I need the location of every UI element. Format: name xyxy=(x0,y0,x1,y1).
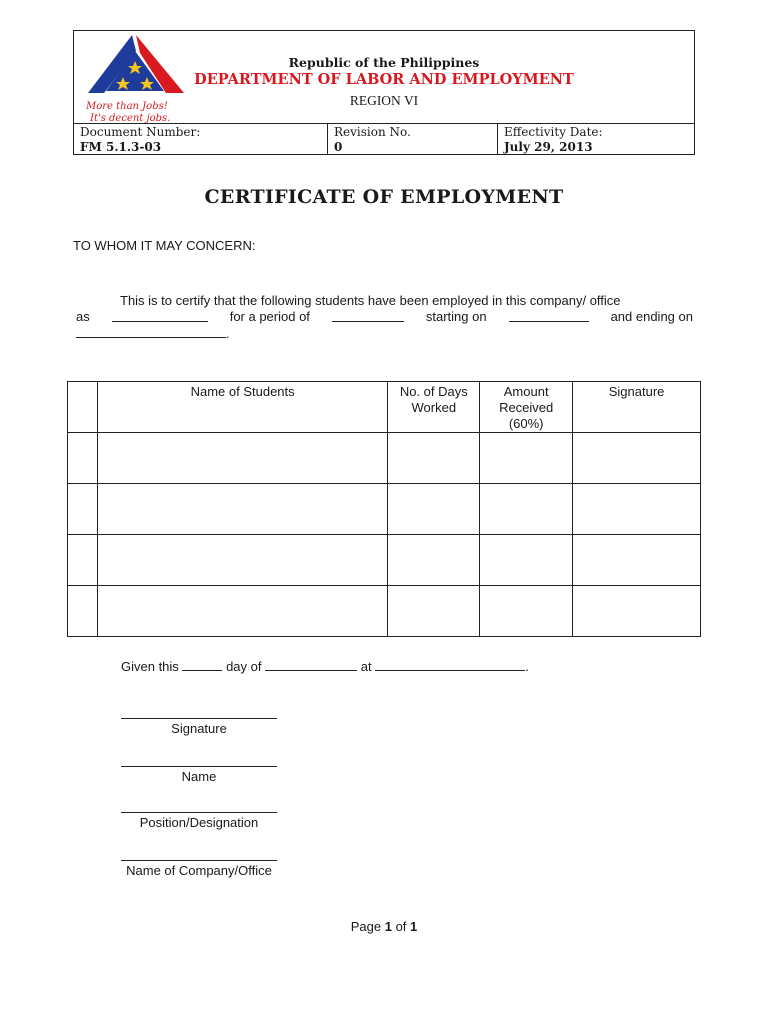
cell-days-worked[interactable] xyxy=(388,433,480,484)
certificate-title: CERTIFICATE OF EMPLOYMENT xyxy=(204,186,564,208)
header-name-of-students: Name of Students xyxy=(97,382,387,433)
table-row xyxy=(68,433,701,484)
word-starting-on: starting on xyxy=(425,309,487,324)
paragraph-line-3 xyxy=(76,325,693,342)
day-blank[interactable] xyxy=(182,658,222,671)
signature-line[interactable] xyxy=(121,706,277,719)
cell-signature[interactable] xyxy=(573,535,701,586)
word-as: as xyxy=(76,309,90,324)
cell-signature[interactable] xyxy=(573,586,701,637)
position-label: Position/Designation xyxy=(139,815,259,830)
end-date-blank[interactable] xyxy=(76,325,226,338)
header-index xyxy=(68,382,98,433)
salutation: TO WHOM IT MAY CONCERN: xyxy=(73,238,256,253)
region-heading: REGION VI xyxy=(349,93,419,108)
total-pages: 1 xyxy=(410,919,418,934)
document-meta-row xyxy=(74,123,694,155)
cell-index[interactable] xyxy=(68,586,98,637)
doc-number-label: Document Number: xyxy=(80,125,201,139)
page-footer xyxy=(0,919,768,934)
cell-index[interactable] xyxy=(68,484,98,535)
company-line[interactable] xyxy=(121,848,277,861)
students-table xyxy=(67,381,701,637)
current-page: 1 xyxy=(384,919,392,934)
header-signature: Signature xyxy=(573,382,701,433)
company-label: Name of Company/Office xyxy=(126,863,272,878)
header-days-worked: No. of Days Worked xyxy=(388,382,480,433)
republic-heading: Republic of the Philippines xyxy=(288,55,480,70)
effectivity-label: Effectivity Date: xyxy=(504,125,603,139)
name-block xyxy=(114,754,284,784)
word-day-of: day of xyxy=(226,659,262,674)
paragraph-line-1: This is to certify that the following students have been employed in this company/ office xyxy=(120,293,621,308)
company-block xyxy=(114,848,284,878)
cell-days-worked[interactable] xyxy=(388,484,480,535)
effectivity-value: July 29, 2013 xyxy=(504,140,593,154)
doc-number-value: FM 5.1.3-03 xyxy=(80,140,162,154)
department-heading: DEPARTMENT OF LABOR AND EMPLOYMENT xyxy=(194,71,574,88)
table-row xyxy=(68,535,701,586)
cell-student-name[interactable] xyxy=(97,433,387,484)
revision-value: 0 xyxy=(334,140,343,154)
cell-signature[interactable] xyxy=(573,484,701,535)
paragraph-line-2 xyxy=(76,309,693,325)
table-header-row xyxy=(68,382,701,433)
word-ending-on: and ending on xyxy=(610,309,693,324)
paragraph-period: . xyxy=(226,326,230,341)
word-of: of xyxy=(395,919,407,934)
given-period: . xyxy=(525,659,529,674)
name-line[interactable] xyxy=(121,754,277,767)
certification-paragraph xyxy=(76,293,693,342)
cell-amount[interactable] xyxy=(480,586,573,637)
cell-index[interactable] xyxy=(68,433,98,484)
position-line[interactable] xyxy=(121,800,277,813)
word-given-this: Given this xyxy=(121,659,179,674)
word-for-period: for a period of xyxy=(229,309,310,324)
cell-days-worked[interactable] xyxy=(388,535,480,586)
position-blank[interactable] xyxy=(112,309,208,322)
cell-amount[interactable] xyxy=(480,484,573,535)
revision-cell xyxy=(327,124,497,155)
cell-amount[interactable] xyxy=(480,433,573,484)
period-blank[interactable] xyxy=(332,309,404,322)
position-block xyxy=(114,800,284,830)
logo-tagline-1: More than Jobs! xyxy=(86,101,168,112)
cell-days-worked[interactable] xyxy=(388,586,480,637)
cell-student-name[interactable] xyxy=(97,535,387,586)
start-date-blank[interactable] xyxy=(509,309,589,322)
logo-tagline-2: It's decent jobs. xyxy=(90,113,171,123)
given-line xyxy=(121,658,529,674)
word-at: at xyxy=(360,659,372,674)
cell-signature[interactable] xyxy=(573,433,701,484)
doc-number-cell xyxy=(74,124,327,155)
word-page: Page xyxy=(350,919,382,934)
cell-amount[interactable] xyxy=(480,535,573,586)
month-blank[interactable] xyxy=(265,658,357,671)
signature-label: Signature xyxy=(171,721,227,736)
signature-block xyxy=(114,706,284,736)
name-label: Name xyxy=(181,769,217,784)
cell-student-name[interactable] xyxy=(97,586,387,637)
cell-index[interactable] xyxy=(68,535,98,586)
document-header xyxy=(73,30,695,155)
revision-label: Revision No. xyxy=(334,125,411,139)
effectivity-cell xyxy=(497,124,694,155)
place-blank[interactable] xyxy=(375,658,525,671)
header-top xyxy=(74,31,694,124)
header-amount-received: Amount Received (60%) xyxy=(480,382,573,433)
table-row xyxy=(68,586,701,637)
table-row xyxy=(68,484,701,535)
cell-student-name[interactable] xyxy=(97,484,387,535)
